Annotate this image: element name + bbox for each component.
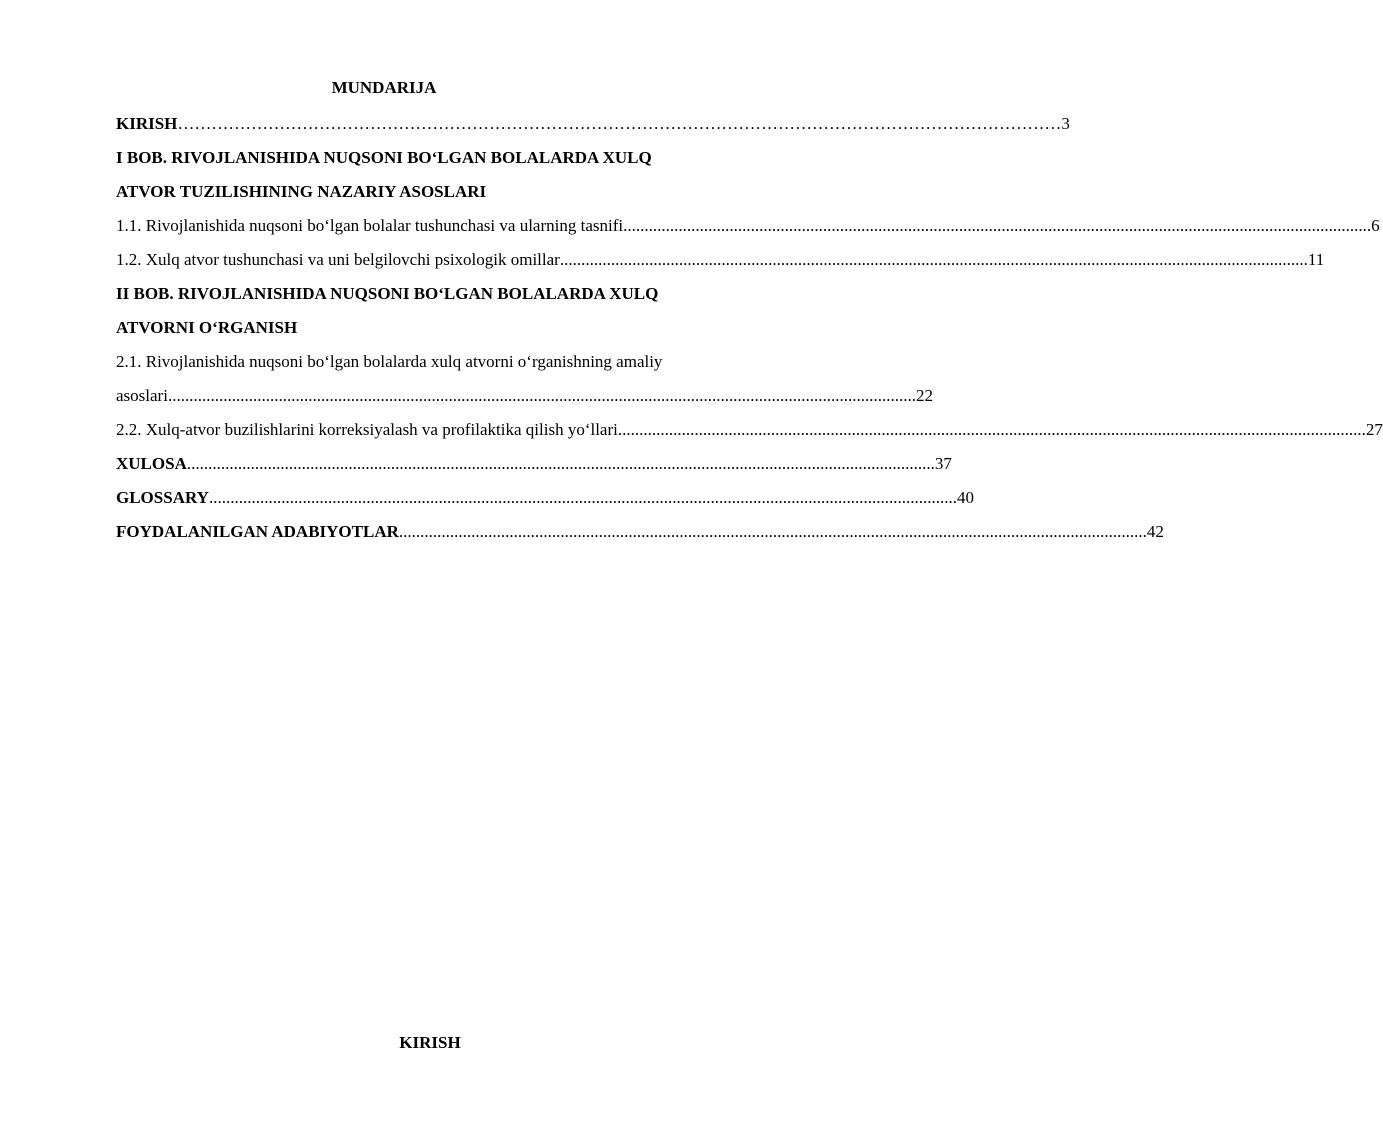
toc-page-number: 40 [956,488,974,507]
toc-entry-glossary [116,486,974,520]
toc-entry-1-1 [116,214,1380,248]
toc-chapter-1-line-2: ATVOR TUZILISHINING NAZARIY ASOSLARI [116,182,487,201]
leader-dots: ................................................................................................................................................................................ [623,216,1372,235]
toc-entry-label: FOYDALANILGAN ADABIYOTLAR [116,522,399,541]
next-section-heading: KIRISH [399,1033,461,1052]
toc-page-number: 27 [1365,420,1383,439]
leader-dots: ................................................................................................................................................................................ [617,420,1366,439]
toc-entry-xulosa [116,452,952,486]
table-of-contents [116,112,1383,554]
leader-dots: ………………………………………………………………………………………………………………………………………… [177,114,1062,133]
toc-page-number: 22 [915,386,933,405]
toc-entry-1-2 [116,248,1325,282]
toc-title: MUNDARIJA [331,78,437,97]
toc-entry-2-1 [116,384,933,418]
toc-chapter-1-line-1: I BOB. RIVOJLANISHIDA NUQSONI BO‘LGAN BOLALARDA XULQ [116,148,652,167]
toc-entry-2-1-line-1: 2.1. Rivojlanishida nuqsoni bo‘lgan bolalarda xulq atvorni o‘rganishning amaliy [116,352,663,371]
leader-dots: ................................................................................................................................................................................ [208,488,957,507]
leader-dots: ................................................................................................................................................................................ [186,454,935,473]
toc-page-number: 3 [1061,114,1070,133]
toc-entry-label: KIRISH [116,114,178,133]
leader-dots: ................................................................................................................................................................................ [398,522,1147,541]
toc-page-number: 6 [1371,216,1380,235]
toc-entry-label: 1.2. Xulq atvor tushunchasi va uni belgilovchi psixologik omillar [116,250,560,269]
toc-chapter-2-line-1: II BOB. RIVOJLANISHIDA NUQSONI BO‘LGAN BOLALARDA XULQ [116,284,659,303]
toc-page-number: 42 [1146,522,1164,541]
leader-dots: ................................................................................................................................................................................ [167,386,916,405]
toc-entry-label: 2.2. Xulq-atvor buzilishlarini korreksiyalash va profilaktika qilish yo‘llari [116,420,618,439]
toc-page-number: 11 [1307,250,1325,269]
toc-chapter-2-line-2: ATVORNI O‘RGANISH [116,318,298,337]
toc-entry-adabiyotlar [116,520,1164,554]
toc-entry-2-2 [116,418,1383,452]
toc-page-number: 37 [934,454,952,473]
toc-entry-label: 1.1. Rivojlanishida nuqsoni bo‘lgan bolalar tushunchasi va ularning tasnifi [116,216,624,235]
leader-dots: ................................................................................................................................................................................ [559,250,1308,269]
toc-entry-label: XULOSA [116,454,187,473]
toc-entry-label: GLOSSARY [116,488,209,507]
toc-entry-label: asoslari [116,386,168,405]
toc-entry-kirish [116,112,1070,146]
